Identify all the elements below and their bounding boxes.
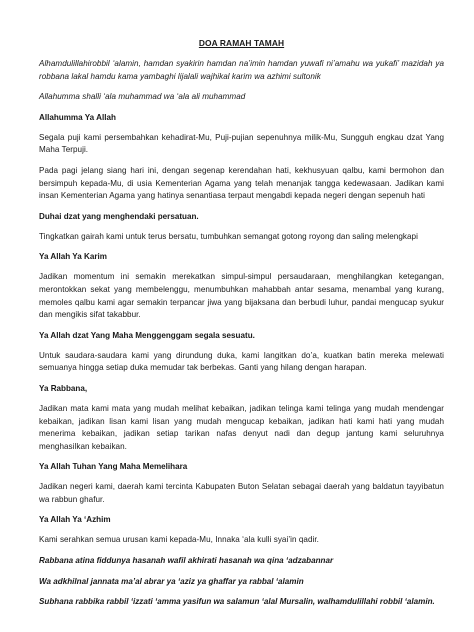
paragraph: Jadikan momentum ini semakin merekatkan simpul-simpul persaudaraan, menghilangkan ketegangan, merontokkan sekat yang membelenggu, menumbuhkan mahabbah antar sesama, menambal yang kurang, memoles qalbu kami agar semakin terpancar jiwa yang bijaksana dan berbudi luhur, pandai mengucap syukur dan mengikis sifat takabbur. [39, 272, 444, 320]
paragraph: Pada pagi jelang siang hari ini, dengan segenap kerendahan hati, kekhusyuan qalbu, kami bermohon dan bersimpuh kepada-Mu, di usia Kementerian Agama yang telah menanjak tangga kedewasaan. Jadikan kami insan Kementerian Agama yang hatinya senantiasa terpaut mengabdi kepada negeri dengan sepenuh hati [39, 165, 444, 201]
closing-prayer-line: Wa adkhilnal jannata ma’al abrar ya ‘aziz ya ghaffar ya rabbal ‘alamin [39, 576, 304, 586]
paragraph: Segala puji kami persembahkan kehadirat-Mu, Puji-pujian sepenuhnya milik-Mu, Sungguh engkau dzat Yang Maha Terpuji. [39, 132, 444, 155]
closing-prayer-line: Rabbana atina fiddunya hasanah wafil akhirati hasanah wa qina ‘adzabannar [39, 556, 334, 566]
section-heading: Ya Allah Ya Karim [39, 252, 107, 262]
section-heading: Allahumma Ya Allah [39, 112, 116, 122]
opening-prayer-line: Allahumma shalli ‘ala muhammad wa ‘ala ali muhammad [39, 92, 246, 102]
closing-prayer-line: Subhana rabbika rabbil ‘izzati ‘amma yasifun wa salamun ‘alal Mursalin, walhamdulillahi robbil ‘alamin. [39, 597, 435, 607]
paragraph: Untuk saudara-saudara kami yang dirundung duka, kami langitkan do’a, kuatkan batin mereka melewati semuanya hingga setiap duka memudar tak berbekas. Ganti yang hilang dengan harapan. [39, 350, 444, 373]
section-heading: Ya Rabbana, [39, 383, 88, 393]
section-heading: Ya Allah Tuhan Yang Maha Memelihara [39, 462, 188, 472]
section-heading: Ya Allah dzat Yang Maha Menggenggam segala sesuatu. [39, 330, 255, 340]
paragraph: Jadikan negeri kami, daerah kami tercinta Kabupaten Buton Selatan sebagai daerah yang baldatun tayyibatun wa rabbun ghafur. [39, 482, 444, 504]
paragraph: Kami serahkan semua urusan kami kepada-Mu, Innaka ‘ala kulli syai’in qadir. [39, 535, 319, 545]
section-heading: Duhai dzat yang menghendaki persatuan. [39, 211, 199, 221]
section-heading: Ya Allah Ya ‘Azhim [39, 515, 111, 525]
paragraph: Jadikan mata kami mata yang mudah melihat kebaikan, jadikan telinga kami telinga yang mudah mendengar kebaikan, jadikan lisan kami lisan yang mudah mengucap kebaikan, jadikan hati kami hati yang mudah menerima kebaikan, jadikan setiap tarikan nafas denyut nadi dan degup jantung kami seluruhnya menghasilkan kebaikan. [39, 403, 444, 451]
opening-prayer-line: Alhamdulillahirobbil ‘alamin, hamdan syakirin hamdan na’imin hamdan yuwafi ni’amahu wa yukafi’ mazidah ya robbana lakal hamdu kama yambaghi lijalali wajhikal karim wa azhimi sultonik [39, 59, 444, 81]
document-title: DOA RAMAH TAMAH [198, 38, 285, 48]
document-body [39, 58, 444, 609]
paragraph: Tingkatkan gairah kami untuk terus bersatu, tumbuhkan semangat gotong royong dan saling melengkapi [39, 231, 418, 241]
